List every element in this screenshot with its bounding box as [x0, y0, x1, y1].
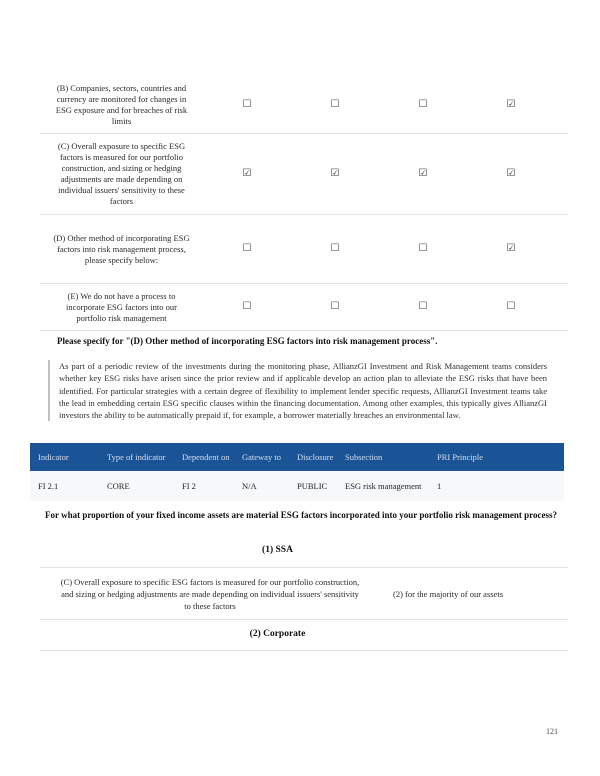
divider — [40, 650, 568, 651]
cell-pri-principle: 1 — [437, 481, 442, 491]
checkbox-icon[interactable]: ☐ — [242, 98, 252, 110]
row-label: (B) Companies, sectors, countries and currency are monitored for changes in ESG exposure and for breaches of risk limits — [55, 82, 188, 126]
checkbox-checked-icon[interactable]: ☑ — [506, 98, 516, 110]
checkbox-icon[interactable]: ☐ — [330, 98, 340, 110]
checkbox-cell — [291, 302, 379, 312]
checkbox-cell — [291, 169, 379, 179]
corporate-section-heading: (2) Corporate — [249, 629, 306, 639]
page-number: 121 — [546, 727, 558, 736]
risk-incorporation-table — [40, 76, 568, 331]
checkbox-cell — [291, 100, 379, 110]
checkbox-icon[interactable]: ☐ — [242, 301, 252, 312]
ssa-response-table — [40, 567, 568, 620]
ssa-statement: (C) Overall exposure to specific ESG factors is measured for our portfolio construction, and sizing or hedging adjustments are made depending on individual issuers' sensitivity to these factors — [60, 576, 360, 611]
checkbox-icon[interactable]: ☐ — [418, 98, 428, 110]
row-label: (E) We do not have a process to incorporate ESG factors into our portfolio risk management — [66, 290, 177, 323]
cell-subsection: ESG risk management — [345, 481, 422, 491]
checkbox-checked-icon[interactable]: ☑ — [242, 168, 252, 179]
question-text: For what proportion of your fixed income assets are material ESG factors incorporated into your portfolio risk management process? — [45, 510, 557, 520]
column-header-indicator: Indicator — [38, 452, 69, 462]
column-header-dependent: Dependent on — [182, 452, 230, 462]
checkbox-checked-icon[interactable]: ☑ — [418, 168, 428, 179]
checkbox-cell — [203, 302, 291, 312]
row-label: (C) Overall exposure to specific ESG factors is measured for our portfolio construction, and sizing or hedging adjustments are made depending on individual issuers' sensitivity to these factors — [57, 141, 186, 206]
checkbox-cell — [203, 169, 291, 179]
checkbox-cell — [203, 244, 291, 254]
checkbox-cell — [379, 169, 467, 179]
table-row — [40, 134, 568, 215]
table-row — [40, 284, 568, 331]
checkbox-cell — [379, 302, 467, 312]
cell-type: CORE — [107, 481, 130, 491]
checkbox-cell — [467, 244, 555, 254]
row-label: (D) Other method of incorporating ESG factors into risk management process, please specify below: — [53, 232, 190, 265]
column-header-type: Type of indicator — [107, 452, 166, 462]
checkbox-icon[interactable]: ☐ — [330, 301, 340, 312]
checkbox-cell — [203, 100, 291, 110]
checkbox-cell — [379, 244, 467, 254]
checkbox-checked-icon[interactable]: ☑ — [330, 168, 340, 179]
ssa-response: (2) for the majority of our assets — [393, 588, 503, 599]
column-header-pri-principle: PRI Principle — [437, 452, 484, 462]
indicator-table-row — [30, 471, 564, 501]
column-header-gateway: Gateway to — [242, 452, 281, 462]
checkbox-icon[interactable]: ☐ — [418, 301, 428, 312]
checkbox-icon[interactable]: ☐ — [330, 243, 340, 254]
checkbox-icon[interactable]: ☐ — [506, 301, 516, 312]
specify-answer-quote: As part of a periodic review of the investments during the monitoring phase, AllianzGI Investment and Risk Management teams considers whether key ESG risks have arisen since the prior review and if applicable develop an action plan to alleviate the ESG risks that have been identified. For particular strategies with a certain degree of flexibility to implement lender specific requests, AllianzGI Investment teams take the lead in embedding certain ESG specific clauses within the financing documentation. Among other examples, this typically gives AllianzGI investors the ability to be automatically prepaid if, for example, a borrower materially breaches an environmental law. — [48, 360, 547, 421]
checkbox-icon[interactable]: ☐ — [418, 243, 428, 254]
column-header-disclosure: Disclosure — [297, 452, 334, 462]
column-header-subsection: Subsection — [345, 452, 383, 462]
checkbox-icon[interactable]: ☐ — [242, 243, 252, 254]
cell-disclosure: PUBLIC — [297, 481, 328, 491]
checkbox-checked-icon[interactable]: ☑ — [506, 168, 516, 179]
cell-gateway: N/A — [242, 481, 257, 491]
table-row — [40, 215, 568, 284]
checkbox-cell — [379, 100, 467, 110]
table-row — [40, 76, 568, 134]
indicator-table — [30, 443, 564, 501]
cell-indicator: FI 2.1 — [38, 481, 59, 491]
indicator-table-header — [30, 443, 564, 471]
checkbox-cell — [467, 169, 555, 179]
checkbox-cell — [467, 302, 555, 312]
specify-heading: Please specify for "(D) Other method of incorporating ESG factors into risk management process". — [57, 336, 438, 346]
ssa-section-heading: (1) SSA — [262, 545, 293, 555]
checkbox-cell — [467, 100, 555, 110]
cell-dependent: FI 2 — [182, 481, 196, 491]
checkbox-cell — [291, 244, 379, 254]
checkbox-checked-icon[interactable]: ☑ — [506, 243, 516, 254]
